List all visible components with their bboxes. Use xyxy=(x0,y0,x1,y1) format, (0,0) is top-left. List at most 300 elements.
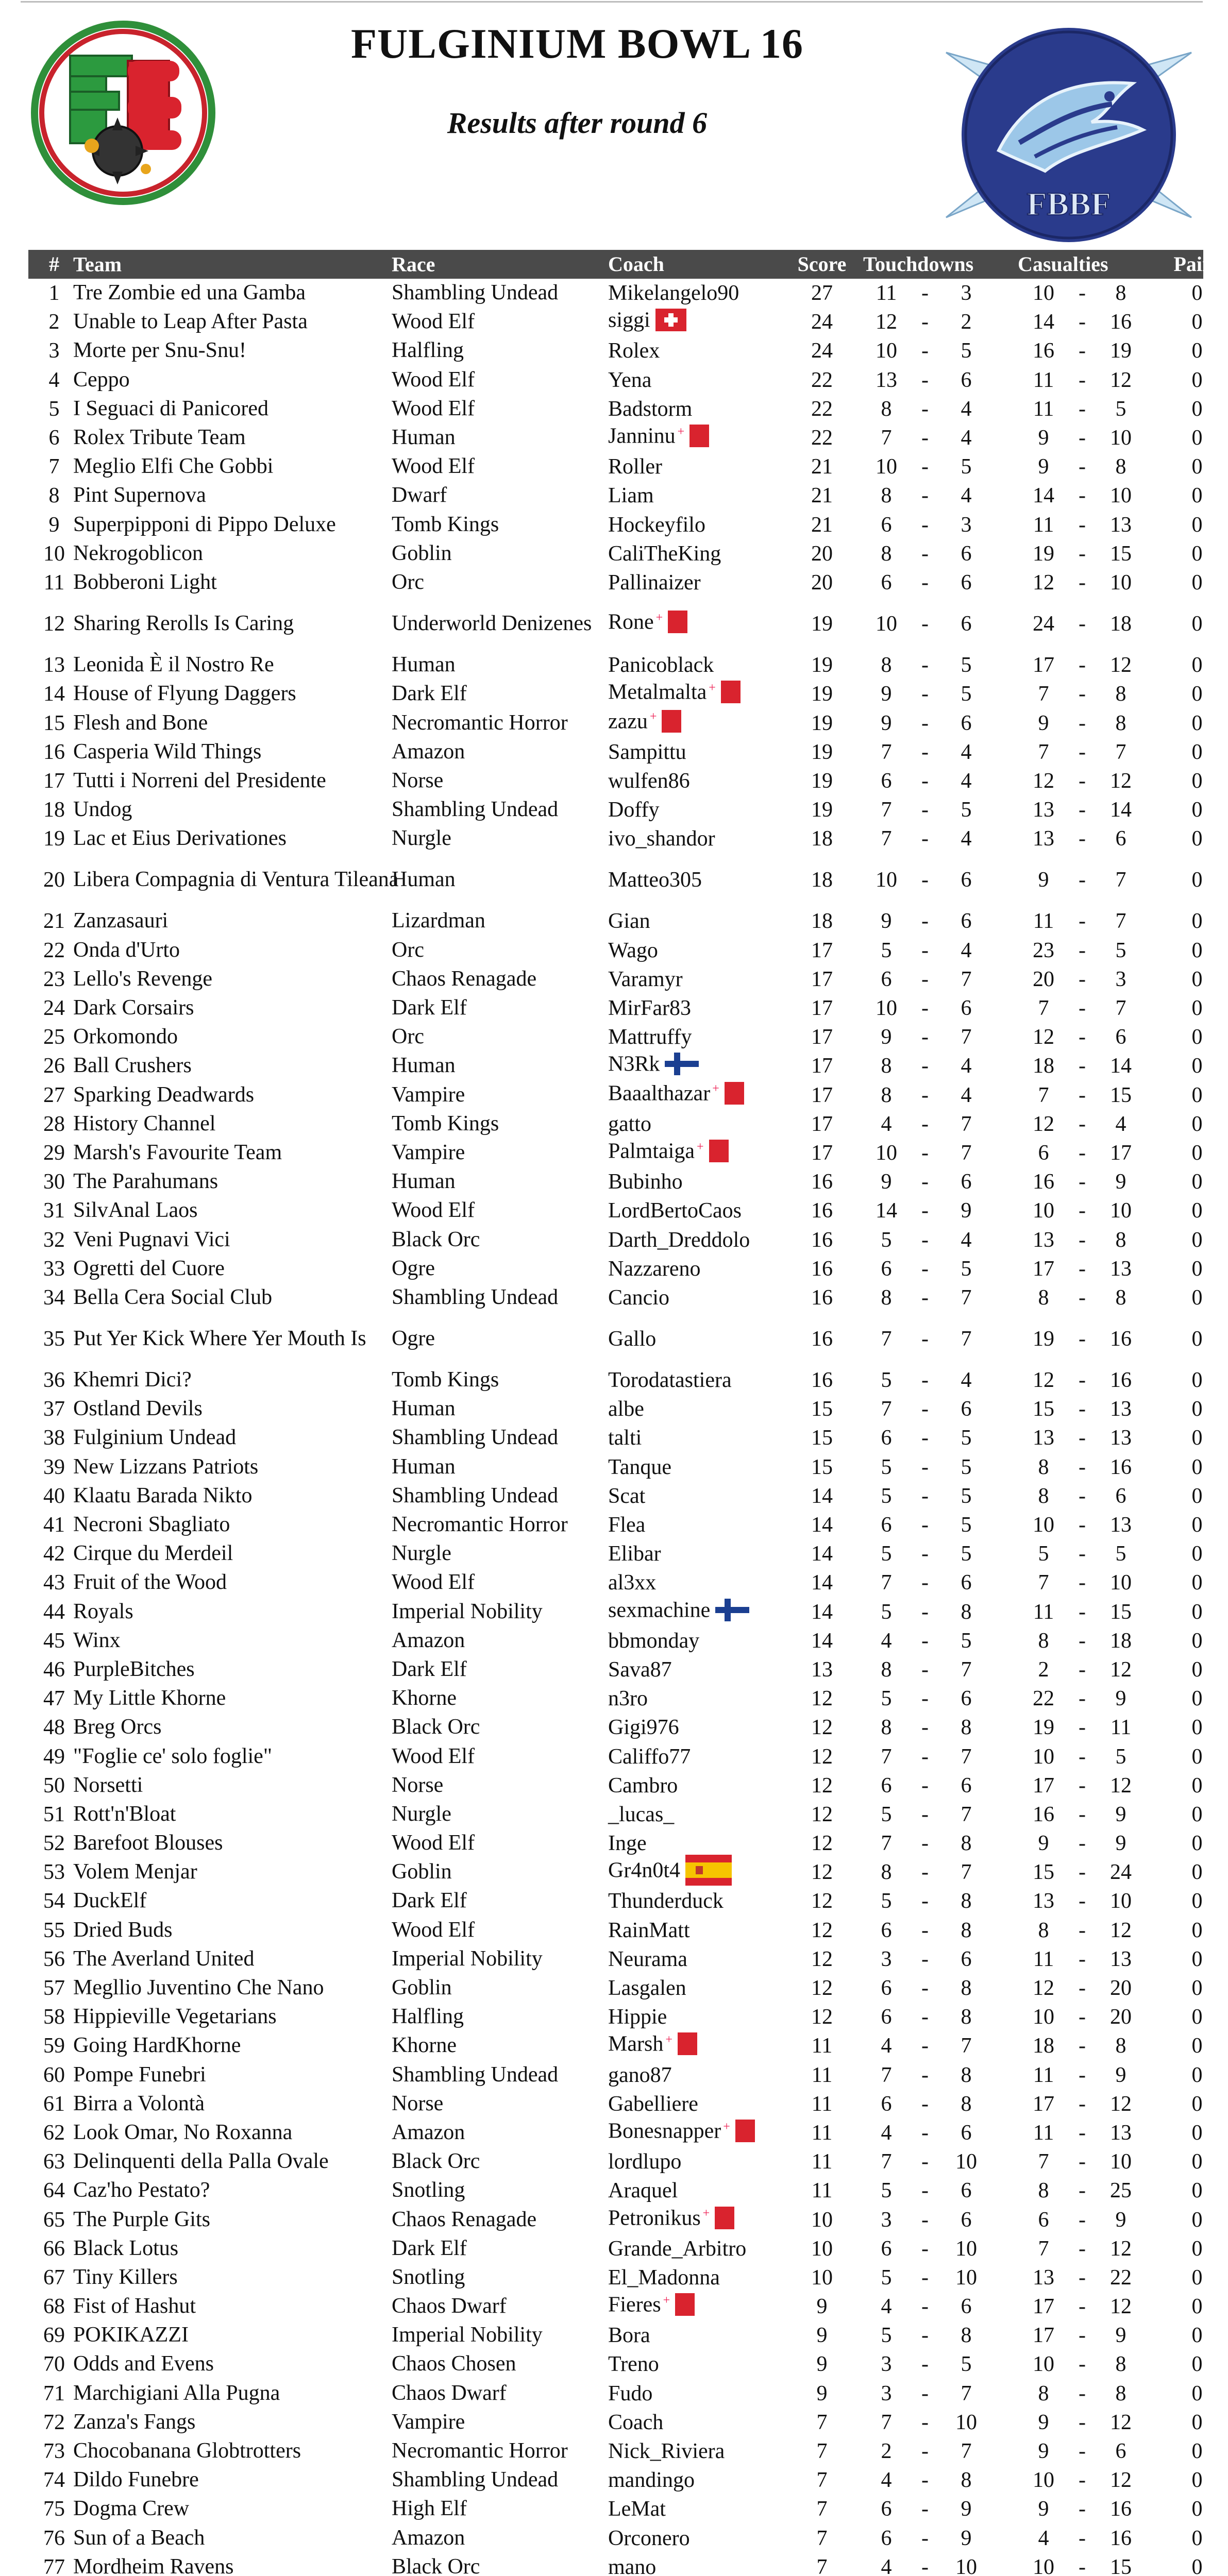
red-flag-icon xyxy=(735,2120,755,2146)
coach-name: Califfo77 xyxy=(608,1744,691,1769)
cas-against: 3 xyxy=(1115,967,1126,991)
rank-cell: 76 xyxy=(43,2526,65,2550)
paint-cell: 0 xyxy=(1191,938,1203,962)
paint-cell: 0 xyxy=(1191,1513,1203,1537)
coach-name: Lasgalen xyxy=(608,1976,686,2001)
col-num-header: # xyxy=(49,252,59,276)
cas-against: 19 xyxy=(1110,339,1132,363)
team-cell: The Purple Gits xyxy=(73,2207,210,2231)
td-against: 6 xyxy=(961,1687,972,1711)
coach-cell xyxy=(608,1688,814,1709)
cas-for: 16 xyxy=(1033,339,1054,363)
table-row xyxy=(28,2292,1203,2321)
rank-cell: 55 xyxy=(43,1918,65,1942)
cas-dash: - xyxy=(1079,1889,1086,1913)
score-cell: 21 xyxy=(811,484,833,508)
casualties-cell xyxy=(1018,1369,1177,1391)
paint-cell: 0 xyxy=(1191,740,1203,764)
td-against: 3 xyxy=(961,513,972,537)
team-cell: Sun of a Beach xyxy=(73,2526,205,2550)
race-cell: Norse xyxy=(392,2092,444,2116)
team-cell: Klaatu Barada Nikto xyxy=(73,1484,253,1508)
score-cell: 12 xyxy=(811,1832,833,1856)
coach-name: Elibar xyxy=(608,1542,661,1566)
team-cell: DuckElf xyxy=(73,1889,147,1913)
coach-name: ivo_shandor xyxy=(608,827,715,851)
td-for: 5 xyxy=(881,938,892,962)
touchdowns-cell xyxy=(863,1287,1018,1309)
casualties-cell xyxy=(1018,2238,1177,2260)
rank-cell: 34 xyxy=(43,1285,65,1310)
cas-for: 7 xyxy=(1038,1083,1049,1107)
touchdowns-cell xyxy=(863,741,1018,763)
coach-name: El_Madonna xyxy=(608,2265,720,2290)
cas-against: 8 xyxy=(1115,2381,1126,2405)
cas-dash: - xyxy=(1079,1571,1086,1595)
score-cell: 20 xyxy=(811,541,833,566)
cas-for: 17 xyxy=(1033,2295,1054,2319)
coach-cell xyxy=(608,2207,814,2233)
coach-name: talti xyxy=(608,1426,642,1450)
race-cell: Necromantic Horror xyxy=(392,1513,568,1537)
team-cell: Khemri Dici? xyxy=(73,1368,192,1392)
td-against: 7 xyxy=(961,2439,972,2464)
td-for: 7 xyxy=(881,1327,892,1351)
touchdowns-cell xyxy=(863,1543,1018,1565)
rank-cell: 73 xyxy=(43,2439,65,2464)
race-cell: Snotling xyxy=(392,2265,465,2290)
cas-for: 11 xyxy=(1033,2063,1054,2087)
td-dash: - xyxy=(921,1025,929,1049)
td-for: 4 xyxy=(881,2034,892,2058)
table-row xyxy=(28,2003,1203,2031)
coach-name: bbmonday xyxy=(608,1629,700,1653)
coach-cell xyxy=(608,1456,814,1478)
coach-name: Hockeyfilo xyxy=(608,513,705,537)
race-cell: Shambling Undead xyxy=(392,2468,559,2492)
cas-against: 12 xyxy=(1110,653,1132,677)
td-dash: - xyxy=(921,2526,929,2550)
td-dash: - xyxy=(921,2150,929,2174)
casualties-cell xyxy=(1018,910,1177,932)
team-cell: Casperia Wild Things xyxy=(73,739,262,764)
score-cell: 17 xyxy=(811,1025,833,1049)
rank-cell: 74 xyxy=(43,2468,65,2493)
coach-name: al3xx xyxy=(608,1571,657,1595)
col-team-header: Team xyxy=(73,252,122,276)
table-row xyxy=(28,2408,1203,2437)
td-dash: - xyxy=(921,798,929,822)
cas-for: 19 xyxy=(1033,541,1054,566)
cas-for: 14 xyxy=(1033,484,1054,508)
rank-cell: 47 xyxy=(43,1687,65,1711)
casualties-cell xyxy=(1018,2035,1177,2057)
coach-cell xyxy=(608,1543,814,1565)
table-row xyxy=(28,1395,1203,1423)
coach-name: Rolex xyxy=(608,339,660,363)
casualties-cell xyxy=(1018,1861,1177,1883)
race-cell: Amazon xyxy=(392,1629,465,1653)
td-dash: - xyxy=(921,1368,929,1393)
table-row xyxy=(28,1366,1203,1395)
cas-against: 24 xyxy=(1110,1860,1132,1885)
touchdowns-cell xyxy=(863,2353,1018,2375)
cas-dash: - xyxy=(1079,2063,1086,2087)
table-row xyxy=(28,2437,1203,2466)
rank-cell: 68 xyxy=(43,2295,65,2319)
casualties-cell xyxy=(1018,485,1177,506)
coach-cell xyxy=(608,1775,814,1797)
touchdowns-cell xyxy=(863,1688,1018,1709)
score-cell: 11 xyxy=(811,2034,833,2058)
td-for: 6 xyxy=(881,2526,892,2550)
rank-cell: 50 xyxy=(43,1773,65,1798)
cas-dash: - xyxy=(1079,2468,1086,2493)
td-for: 8 xyxy=(881,1716,892,1740)
coach-name: Cambro xyxy=(608,1773,678,1798)
casualties-cell xyxy=(1018,2151,1177,2173)
cas-dash: - xyxy=(1079,1257,1086,1281)
rank-cell: 25 xyxy=(43,1025,65,1049)
team-cell: Ogretti del Cuore xyxy=(73,1256,225,1280)
team-cell: Leonida È il Nostro Re xyxy=(73,653,274,677)
td-for: 5 xyxy=(881,1687,892,1711)
td-against: 8 xyxy=(961,1976,972,2001)
cas-for: 10 xyxy=(1033,1199,1054,1223)
coach-cell xyxy=(608,1053,814,1079)
casualties-cell xyxy=(1018,2296,1177,2317)
cas-dash: - xyxy=(1079,1455,1086,1479)
cas-against: 13 xyxy=(1110,1513,1132,1537)
cas-for: 9 xyxy=(1038,711,1049,735)
cas-dash: - xyxy=(1079,570,1086,595)
td-dash: - xyxy=(921,1657,929,1682)
touchdowns-cell xyxy=(863,1113,1018,1135)
touchdowns-cell xyxy=(863,2441,1018,2462)
cas-against: 12 xyxy=(1110,2410,1132,2434)
touchdowns-cell xyxy=(863,1977,1018,1999)
cas-dash: - xyxy=(1079,798,1086,822)
td-dash: - xyxy=(921,682,929,706)
cas-for: 9 xyxy=(1038,1832,1049,1856)
coach-cell xyxy=(608,309,814,335)
cas-dash: - xyxy=(1079,455,1086,479)
score-cell: 9 xyxy=(816,2295,828,2319)
cas-against: 15 xyxy=(1110,541,1132,566)
rank-cell: 28 xyxy=(43,1112,65,1136)
td-against: 8 xyxy=(961,1600,972,1624)
td-against: 6 xyxy=(961,996,972,1021)
td-for: 9 xyxy=(881,909,892,934)
score-cell: 10 xyxy=(811,2265,833,2290)
paint-cell: 0 xyxy=(1191,1773,1203,1798)
touchdowns-cell xyxy=(863,311,1018,333)
cas-against: 10 xyxy=(1110,1571,1132,1595)
cas-for: 9 xyxy=(1038,2410,1049,2434)
coach-name: Grande_Arbitro xyxy=(608,2236,747,2261)
team-cell: History Channel xyxy=(73,1112,216,1136)
race-cell: Black Orc xyxy=(392,1715,480,1739)
rank-cell: 48 xyxy=(43,1716,65,1740)
cas-for: 23 xyxy=(1033,938,1054,962)
td-dash: - xyxy=(921,1199,929,1223)
paint-cell: 0 xyxy=(1191,827,1203,851)
rank-cell: 15 xyxy=(43,711,65,735)
cas-dash: - xyxy=(1079,2150,1086,2174)
cas-for: 18 xyxy=(1033,2034,1054,2058)
td-against: 10 xyxy=(955,2410,977,2434)
touchdowns-cell xyxy=(863,369,1018,391)
score-cell: 17 xyxy=(811,1054,833,1078)
td-against: 4 xyxy=(961,769,972,793)
coach-name: Inge xyxy=(608,1832,647,1856)
cas-dash: - xyxy=(1079,2295,1086,2319)
coach-name: Coach xyxy=(608,2410,664,2434)
td-dash: - xyxy=(921,2555,929,2576)
casualties-cell xyxy=(1018,1717,1177,1738)
coach-cell xyxy=(608,2093,814,2115)
team-cell: Fist of Hashut xyxy=(73,2294,196,2318)
results-table xyxy=(28,250,1221,2576)
table-header xyxy=(28,250,1221,279)
rank-cell: 4 xyxy=(48,368,60,392)
coach-name: Scat xyxy=(608,1484,646,1508)
score-cell: 11 xyxy=(811,2150,833,2174)
touchdowns-cell xyxy=(863,910,1018,932)
td-for: 7 xyxy=(881,1832,892,1856)
team-cell: Volem Menjar xyxy=(73,1860,197,1884)
cas-for: 8 xyxy=(1038,2179,1049,2203)
td-against: 5 xyxy=(961,653,972,677)
td-against: 4 xyxy=(961,827,972,851)
coach-cell xyxy=(608,2151,814,2173)
table-row xyxy=(28,2466,1203,2495)
score-cell: 12 xyxy=(811,1744,833,1769)
rank-cell: 58 xyxy=(43,2005,65,2029)
paint-cell: 0 xyxy=(1191,798,1203,822)
td-against: 4 xyxy=(961,397,972,421)
td-for: 9 xyxy=(881,711,892,735)
touchdowns-cell xyxy=(863,485,1018,506)
touchdowns-cell xyxy=(863,1717,1018,1738)
score-cell: 19 xyxy=(811,798,833,822)
cas-against: 13 xyxy=(1110,1397,1132,1421)
td-dash: - xyxy=(921,1571,929,1595)
team-cell: The Parahumans xyxy=(73,1170,218,1194)
paint-cell: 0 xyxy=(1191,310,1203,334)
td-dash: - xyxy=(921,426,929,450)
team-cell: Fruit of the Wood xyxy=(73,1570,227,1595)
casualties-cell xyxy=(1018,1890,1177,1912)
cas-dash: - xyxy=(1079,426,1086,450)
touchdowns-cell xyxy=(863,2469,1018,2491)
team-cell: Orkomondo xyxy=(73,1025,178,1049)
table-row xyxy=(28,568,1203,597)
coach-cell xyxy=(608,869,814,891)
team-cell: Onda d'Urto xyxy=(73,938,180,962)
casualties-cell xyxy=(1018,1113,1177,1135)
rank-cell: 20 xyxy=(43,868,65,892)
td-against: 7 xyxy=(961,1802,972,1826)
paint-cell: 0 xyxy=(1191,455,1203,479)
cas-against: 15 xyxy=(1110,1600,1132,1624)
team-cell: Fulginium Undead xyxy=(73,1426,237,1450)
score-cell: 18 xyxy=(811,827,833,851)
cas-against: 5 xyxy=(1115,397,1126,421)
coach-name: Nazzareno xyxy=(608,1257,701,1281)
td-against: 6 xyxy=(961,612,972,636)
coach-cell xyxy=(608,1920,814,1941)
cas-against: 8 xyxy=(1115,281,1126,306)
cas-for: 16 xyxy=(1033,1170,1054,1194)
td-for: 12 xyxy=(876,310,897,334)
td-dash: - xyxy=(921,1629,929,1653)
col-casualties-header: Casualties xyxy=(1018,252,1108,276)
paint-cell: 0 xyxy=(1191,1455,1203,1479)
table-row xyxy=(28,1196,1203,1225)
award-mark: + xyxy=(712,1082,719,1096)
paint-cell: 0 xyxy=(1191,2439,1203,2464)
table-row xyxy=(28,1110,1203,1139)
paint-cell: 0 xyxy=(1191,1484,1203,1508)
cas-for: 22 xyxy=(1033,1687,1054,1711)
cas-against: 9 xyxy=(1115,2324,1126,2348)
cas-dash: - xyxy=(1079,1285,1086,1310)
team-cell: Royals xyxy=(73,1599,133,1623)
paint-cell: 0 xyxy=(1191,513,1203,537)
td-against: 7 xyxy=(961,1327,972,1351)
coach-name: Baaalthazar xyxy=(608,1081,711,1106)
td-against: 6 xyxy=(961,1947,972,1971)
touchdowns-cell xyxy=(863,1920,1018,1941)
table-row xyxy=(28,1081,1203,1110)
coach-name: Gabelliere xyxy=(608,2092,698,2116)
casualties-cell xyxy=(1018,1977,1177,1999)
casualties-cell xyxy=(1018,869,1177,891)
table-row xyxy=(28,279,1203,308)
team-cell: Rott'n'Bloat xyxy=(73,1802,176,1826)
score-cell: 24 xyxy=(811,339,833,363)
paint-cell: 0 xyxy=(1191,1832,1203,1856)
race-cell: Human xyxy=(392,868,456,892)
race-cell: Wood Elf xyxy=(392,1831,475,1855)
red-flag-icon xyxy=(662,710,681,737)
coach-name: Bubinho xyxy=(608,1170,683,1194)
table-row xyxy=(28,2176,1203,2205)
cas-against: 10 xyxy=(1110,484,1132,508)
cas-against: 7 xyxy=(1115,909,1126,934)
casualties-cell xyxy=(1018,1200,1177,1222)
table-row xyxy=(28,1829,1203,1858)
spain-flag-icon xyxy=(685,1855,732,1890)
table-row xyxy=(28,1023,1203,1052)
score-cell: 7 xyxy=(816,2526,828,2550)
cas-for: 11 xyxy=(1033,397,1054,421)
touchdowns-cell xyxy=(863,1055,1018,1077)
cas-for: 12 xyxy=(1033,1976,1054,2001)
cas-for: 2 xyxy=(1038,1657,1049,1682)
td-dash: - xyxy=(921,967,929,991)
td-for: 5 xyxy=(881,1484,892,1508)
touchdowns-cell xyxy=(863,969,1018,990)
touchdowns-cell xyxy=(863,398,1018,420)
cas-against: 4 xyxy=(1115,1112,1126,1136)
rank-cell: 21 xyxy=(43,909,65,934)
cas-dash: - xyxy=(1079,740,1086,764)
score-cell: 22 xyxy=(811,368,833,392)
cas-dash: - xyxy=(1079,513,1086,537)
table-row xyxy=(28,1568,1203,1597)
casualties-cell xyxy=(1018,2267,1177,2289)
table-row xyxy=(28,2553,1203,2576)
score-cell: 9 xyxy=(816,2352,828,2377)
team-cell: Lac et Eius Derivationes xyxy=(73,826,287,851)
score-cell: 14 xyxy=(811,1629,833,1653)
score-cell: 7 xyxy=(816,2439,828,2464)
td-against: 6 xyxy=(961,2121,972,2145)
casualties-cell xyxy=(1018,2122,1177,2144)
casualties-cell xyxy=(1018,1258,1177,1280)
cas-for: 12 xyxy=(1033,1025,1054,1049)
rank-cell: 57 xyxy=(43,1976,65,2001)
coach-name: gatto xyxy=(608,1112,651,1136)
coach-name: siggi xyxy=(608,308,650,332)
coach-cell xyxy=(608,485,814,506)
cas-against: 8 xyxy=(1115,1285,1126,1310)
td-for: 7 xyxy=(881,1571,892,1595)
coach-cell xyxy=(608,2006,814,2028)
cas-for: 5 xyxy=(1038,1542,1049,1566)
coach-cell xyxy=(608,340,814,362)
cas-dash: - xyxy=(1079,868,1086,892)
team-cell: Norsetti xyxy=(73,1773,143,1797)
td-for: 2 xyxy=(881,2439,892,2464)
coach-cell xyxy=(608,2441,814,2462)
score-cell: 12 xyxy=(811,1918,833,1942)
race-cell: Orc xyxy=(392,938,424,962)
td-for: 8 xyxy=(881,1054,892,1078)
cas-dash: - xyxy=(1079,1976,1086,2001)
award-mark: + xyxy=(663,2293,670,2307)
touchdowns-cell xyxy=(863,427,1018,449)
td-against: 4 xyxy=(961,1228,972,1252)
td-against: 5 xyxy=(961,682,972,706)
cas-for: 8 xyxy=(1038,1455,1049,1479)
td-against: 6 xyxy=(961,868,972,892)
cas-against: 8 xyxy=(1115,711,1126,735)
coach-cell xyxy=(608,2180,814,2201)
coach-name: Bonesnapper xyxy=(608,2119,721,2143)
rank-cell: 41 xyxy=(43,1513,65,1537)
rank-cell: 3 xyxy=(48,339,60,363)
td-for: 7 xyxy=(881,426,892,450)
cas-against: 16 xyxy=(1110,1455,1132,1479)
cas-dash: - xyxy=(1079,711,1086,735)
casualties-cell xyxy=(1018,2383,1177,2404)
team-cell: Mordheim Ravens xyxy=(73,2555,234,2576)
td-for: 3 xyxy=(881,2352,892,2377)
td-for: 5 xyxy=(881,1802,892,1826)
coach-name: wulfen86 xyxy=(608,769,690,793)
table-row xyxy=(28,2263,1203,2292)
td-dash: - xyxy=(921,2497,929,2521)
cas-against: 13 xyxy=(1110,1426,1132,1450)
td-dash: - xyxy=(921,2092,929,2116)
coach-name: Darth_Dreddolo xyxy=(608,1228,750,1252)
race-cell: Amazon xyxy=(392,2526,465,2550)
cas-against: 12 xyxy=(1110,1657,1132,1682)
rank-cell: 26 xyxy=(43,1054,65,1078)
